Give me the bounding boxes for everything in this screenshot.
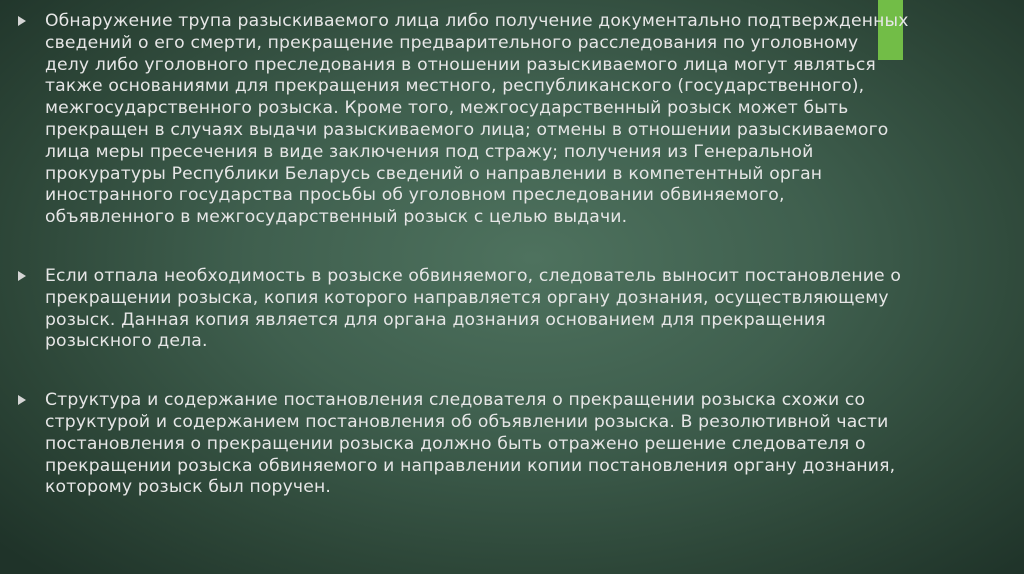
text-line: сведений о его смерти, прекращение предварительного расследования по уголовному [45,32,859,53]
text-line: прекращении розыска обвиняемого и направлении копии постановления органу дознания, [45,455,896,476]
bullet-paragraph-3 [14,390,1014,499]
text-line: Структура и содержание постановления следователя о прекращении розыска схожи со [45,390,866,411]
text-line: прокуратуры Республики Беларусь сведений о направлении в компетентный орган [45,163,823,184]
text-line: Обнаружение трупа разыскиваемого лица либо получение документально подтвержденных [45,11,909,31]
triangle-right-icon [18,395,26,405]
text-line: постановления о прекращении розыска должно быть отражено решение следователя о [45,433,866,454]
text-line: лица меры пресечения в виде заключения под стражу; получения из Генеральной [45,141,814,162]
paragraph-text [45,390,1014,499]
slide-content [14,11,1014,499]
bullet-paragraph-2 [14,266,1014,353]
triangle-right-icon [18,271,26,281]
text-line: делу либо уголовного преследования в отношении разыскиваемого лица могут являться [45,54,876,75]
text-line: Если отпала необходимость в розыске обвиняемого, следователь выносит постановление о [45,265,902,286]
paragraph-text [45,266,1014,353]
text-line: розыск. Данная копия является для органа дознания основанием для прекращения [45,309,826,330]
text-line: структурой и содержанием постановления об объявлении розыска. В резолютивной части [45,411,889,432]
text-line: также основаниями для прекращения местного, республиканского (государственного), [45,76,865,97]
text-line: прекращении розыска, копия которого направляется органу дознания, осуществляющему [45,287,889,308]
text-line: которому розыск был поручен. [45,477,331,498]
text-line: прекращен в случаях выдачи разыскиваемого лица; отмены в отношении разыскиваемого [45,119,889,140]
triangle-right-icon [18,16,26,26]
text-line: розыскного дела. [45,331,208,352]
text-line: межгосударственного розыска. Кроме того, межгосударственный розыск может быть [45,98,849,119]
paragraph-text [45,11,1014,229]
bullet-paragraph-1 [14,11,1014,229]
text-line: объявленного в межгосударственный розыск с целью выдачи. [45,207,628,228]
text-line: иностранного государства просьбы об уголовном преследовании обвиняемого, [45,185,785,206]
